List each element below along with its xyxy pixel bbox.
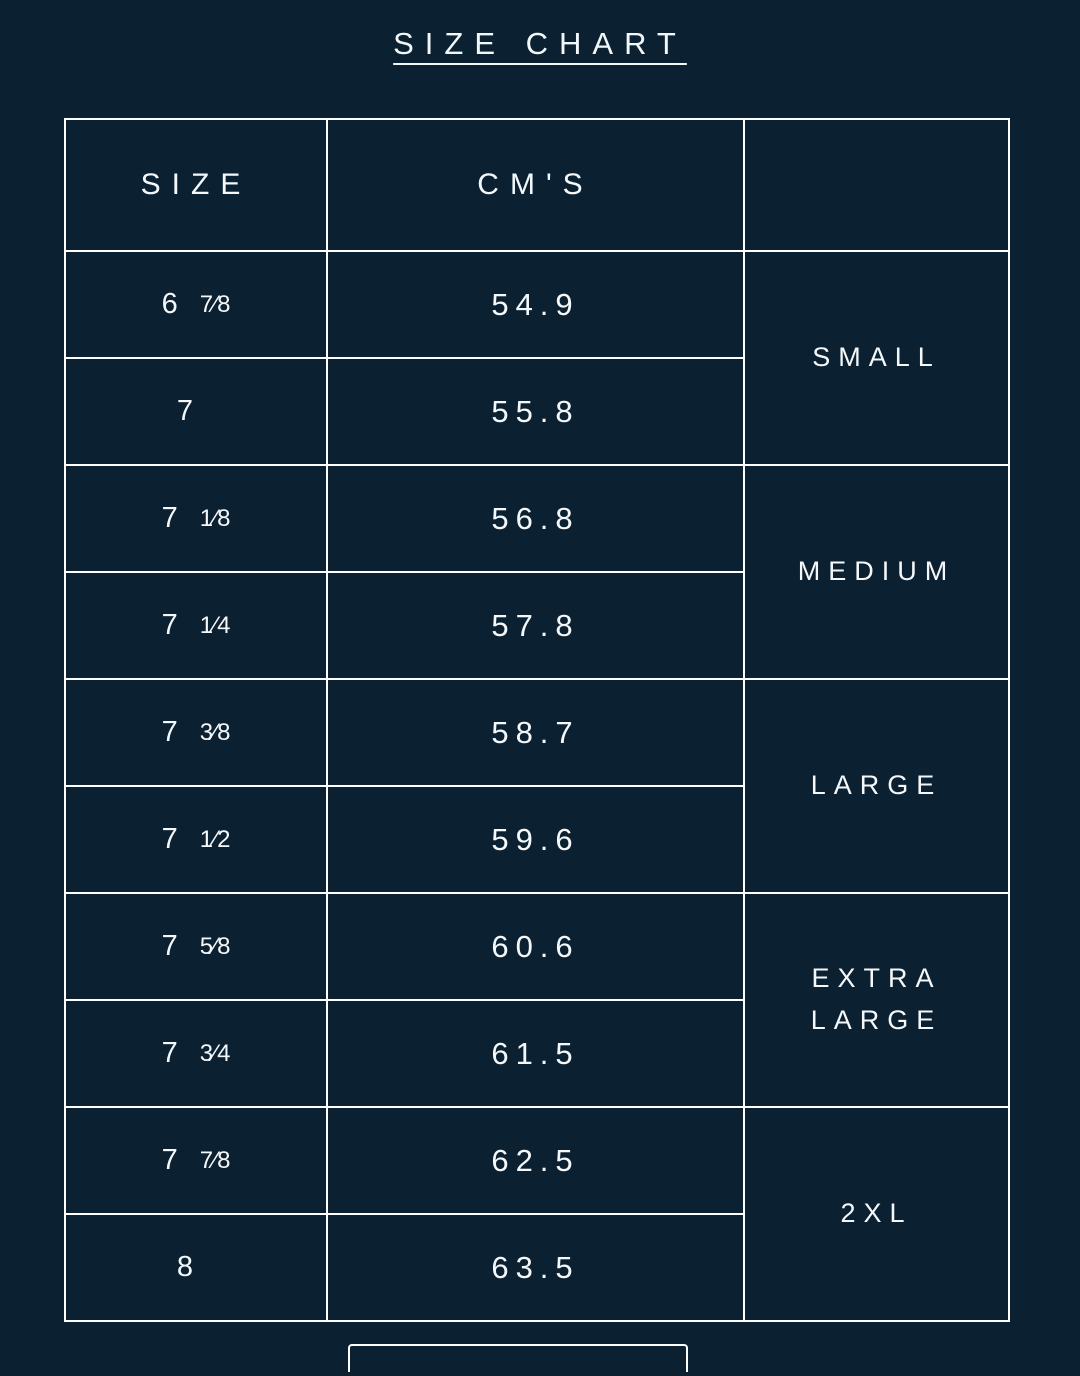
page-title: SIZE CHART bbox=[393, 26, 687, 61]
size-whole: 7 bbox=[176, 395, 200, 427]
size-whole: 7 bbox=[161, 716, 184, 748]
cell-size bbox=[65, 1000, 327, 1107]
cell-size bbox=[65, 572, 327, 679]
size-whole: 8 bbox=[176, 1251, 200, 1283]
bottom-edge-decoration bbox=[348, 1344, 688, 1372]
cell-size bbox=[65, 786, 327, 893]
cell-cm: 62.5 bbox=[327, 1107, 744, 1214]
size-chart-table-container bbox=[64, 118, 1008, 1285]
table-header-row bbox=[65, 119, 1009, 251]
cell-cm: 60.6 bbox=[327, 893, 744, 1000]
cell-cm: 59.6 bbox=[327, 786, 744, 893]
cell-size bbox=[65, 679, 327, 786]
table-row bbox=[65, 893, 1009, 1000]
cell-group-label-large: LARGE bbox=[744, 679, 1009, 893]
size-whole: 7 bbox=[161, 609, 184, 641]
table-row bbox=[65, 1107, 1009, 1214]
size-fraction: 3⁄4 bbox=[199, 1040, 231, 1067]
cell-size bbox=[65, 358, 327, 465]
cell-group-label-medium: MEDIUM bbox=[744, 465, 1009, 679]
cell-group-label-small: SMALL bbox=[744, 251, 1009, 465]
column-header-cms: CM'S bbox=[327, 119, 744, 251]
size-fraction: 3⁄8 bbox=[199, 719, 231, 746]
column-header-size: SIZE bbox=[65, 119, 327, 251]
table-row bbox=[65, 679, 1009, 786]
size-fraction: 1⁄2 bbox=[199, 826, 231, 853]
size-whole: 7 bbox=[161, 1144, 184, 1176]
size-fraction: 7⁄8 bbox=[199, 291, 231, 318]
size-whole: 7 bbox=[161, 502, 184, 534]
cell-size bbox=[65, 1214, 327, 1321]
cell-cm: 55.8 bbox=[327, 358, 744, 465]
table-row bbox=[65, 465, 1009, 572]
cell-cm: 61.5 bbox=[327, 1000, 744, 1107]
table-row bbox=[65, 251, 1009, 358]
cell-size bbox=[65, 1107, 327, 1214]
size-whole: 7 bbox=[161, 930, 184, 962]
cell-cm: 63.5 bbox=[327, 1214, 744, 1321]
cell-cm: 57.8 bbox=[327, 572, 744, 679]
cell-cm: 54.9 bbox=[327, 251, 744, 358]
size-whole: 6 bbox=[161, 288, 184, 320]
cell-group-label-2xl: 2XL bbox=[744, 1107, 1009, 1321]
size-whole: 7 bbox=[161, 1037, 184, 1069]
cell-size bbox=[65, 465, 327, 572]
size-whole: 7 bbox=[161, 823, 184, 855]
cell-size bbox=[65, 251, 327, 358]
size-chart-table bbox=[64, 118, 1010, 1322]
size-fraction: 7⁄8 bbox=[199, 1147, 231, 1174]
size-fraction: 1⁄8 bbox=[199, 505, 231, 532]
cell-cm: 58.7 bbox=[327, 679, 744, 786]
size-fraction: 1⁄4 bbox=[199, 612, 231, 639]
size-fraction: 5⁄8 bbox=[199, 933, 231, 960]
column-header-label bbox=[744, 119, 1009, 251]
cell-size bbox=[65, 893, 327, 1000]
cell-group-label-extra-large: EXTRA LARGE bbox=[744, 893, 1009, 1107]
cell-cm: 56.8 bbox=[327, 465, 744, 572]
